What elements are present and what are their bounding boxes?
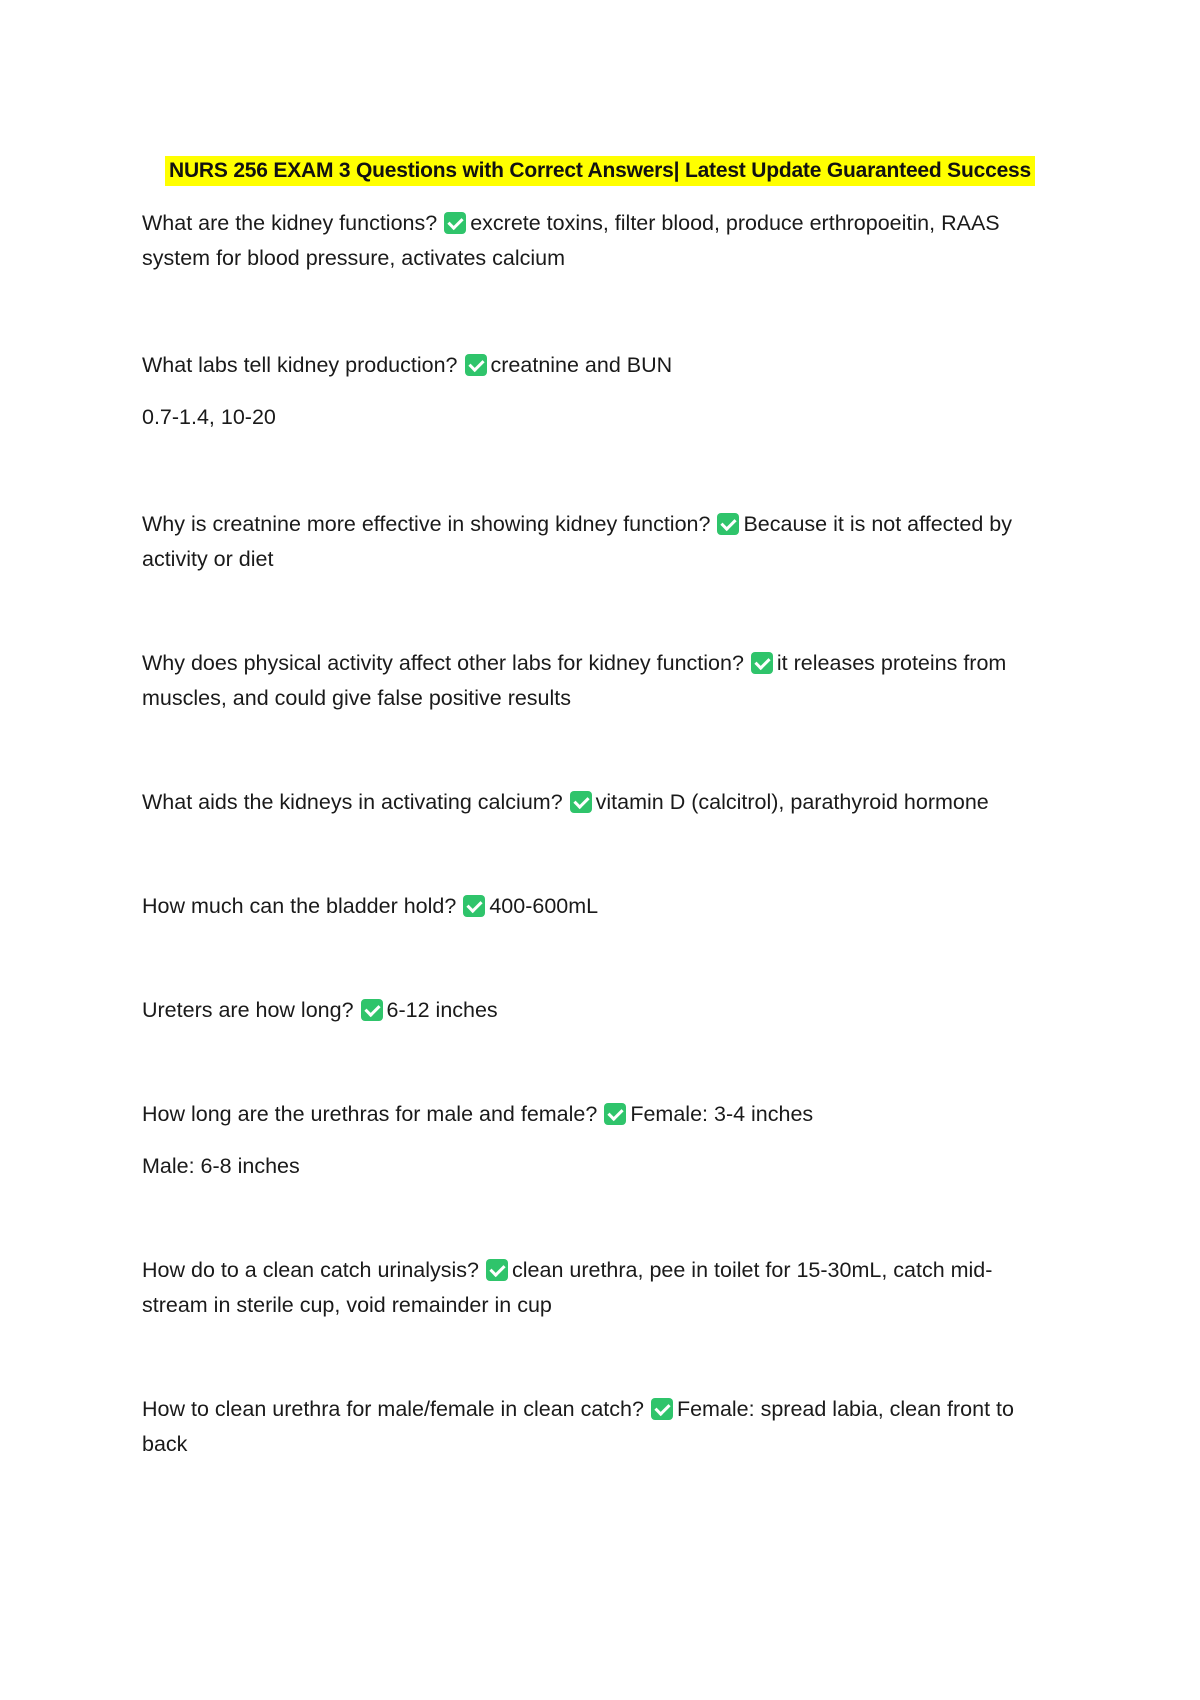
qa-item-7 [142, 993, 1042, 1028]
qa-list [142, 206, 1042, 1462]
check-mark-icon [486, 1259, 508, 1281]
check-mark-icon [463, 895, 485, 917]
qa-line [142, 348, 1042, 383]
document-title: NURS 256 EXAM 3 Questions with Correct Answers| Latest Update Guaranteed Success [165, 156, 1035, 186]
question-text: How do to a clean catch urinalysis? [142, 1258, 480, 1282]
qa-item-10 [142, 1392, 1042, 1462]
check-mark-icon [465, 354, 487, 376]
question-text: How much can the bladder hold? [142, 894, 457, 918]
answer-text: 6-12 inches [386, 998, 498, 1022]
answer-text: excrete toxins, filter blood, produce erthropoeitin, RAAS system for blood pressure, activates calcium [142, 211, 1000, 270]
check-mark-icon [604, 1103, 626, 1125]
question-text: Ureters are how long? [142, 998, 354, 1022]
qa-item-6 [142, 889, 1042, 924]
check-mark-icon [717, 513, 739, 535]
qa-line [142, 1253, 1042, 1323]
question-text: Why is creatnine more effective in showing kidney function? [142, 512, 711, 536]
check-mark-icon [751, 652, 773, 674]
answer-text: Because it is not affected by activity or diet [142, 512, 1012, 571]
qa-item-4 [142, 646, 1042, 716]
qa-item-5 [142, 785, 1042, 820]
qa-line [142, 1097, 1042, 1132]
answer-text: Female: 3-4 inches [630, 1102, 814, 1126]
check-mark-icon [361, 999, 383, 1021]
answer-text: vitamin D (calcitrol), parathyroid hormone [595, 790, 989, 814]
qa-item-9 [142, 1253, 1042, 1323]
question-text: What are the kidney functions? [142, 211, 438, 235]
answer-text: Female: spread labia, clean front to back [142, 1397, 1014, 1456]
question-text: How to clean urethra for male/female in clean catch? [142, 1397, 644, 1421]
title-wrap [0, 156, 1200, 186]
answer-text: clean urethra, pee in toilet for 15-30mL, catch mid-stream in sterile cup, void remainder in cup [142, 1258, 993, 1317]
qa-line [142, 1392, 1042, 1462]
question-text: What aids the kidneys in activating calcium? [142, 790, 563, 814]
qa-line [142, 206, 1042, 276]
qa-line [142, 785, 1042, 820]
answer-extra-text: Male: 6-8 inches [142, 1154, 300, 1178]
qa-item-2 [142, 348, 1042, 435]
qa-item-1 [142, 206, 1042, 276]
answer-text: it releases proteins from muscles, and could give false positive results [142, 651, 1007, 710]
qa-line [142, 889, 1042, 924]
qa-item-3 [142, 507, 1042, 577]
question-text: How long are the urethras for male and female? [142, 1102, 598, 1126]
qa-item-8 [142, 1097, 1042, 1184]
check-mark-icon [570, 791, 592, 813]
question-text: Why does physical activity affect other labs for kidney function? [142, 651, 744, 675]
answer-text: 400-600mL [489, 894, 599, 918]
question-text: What labs tell kidney production? [142, 353, 458, 377]
answer-extra-text: 0.7-1.4, 10-20 [142, 405, 276, 429]
answer-text: creatnine and BUN [490, 353, 673, 377]
qa-line [142, 993, 1042, 1028]
check-mark-icon [444, 212, 466, 234]
qa-line [142, 646, 1042, 716]
qa-line [142, 507, 1042, 577]
check-mark-icon [651, 1398, 673, 1420]
